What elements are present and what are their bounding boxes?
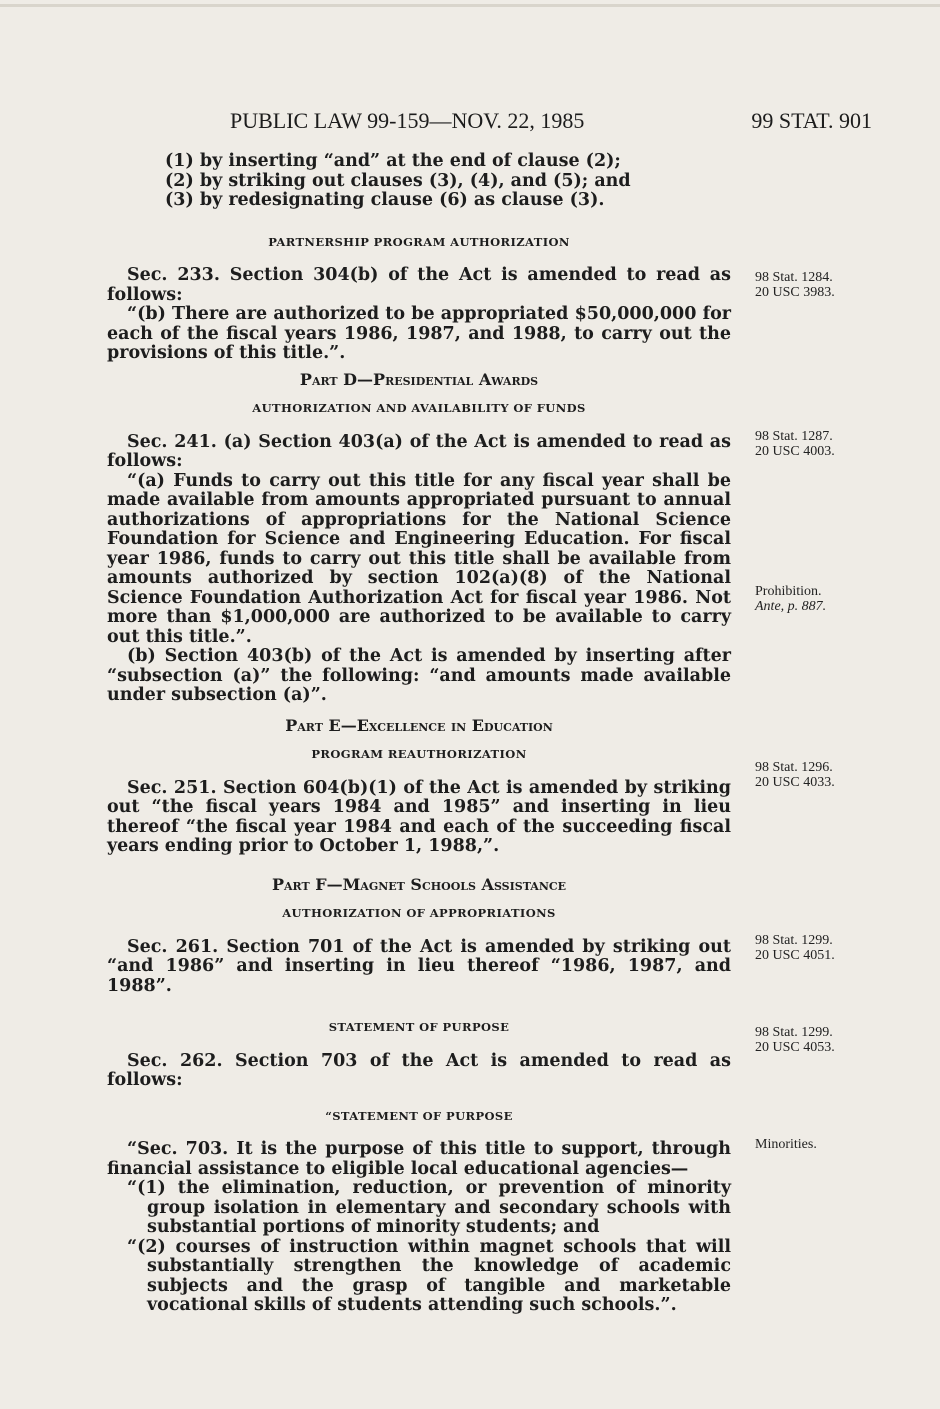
sec-241-a-quoted: “(a) Funds to carry out this title for any fiscal year shall be made available from amounts appropriated pursuant to annual authorizations of appropriations for the National Science Foundation for Science and Engineering Education. For fiscal year 1986, funds to carry out this title shall be available from amounts authorized by section 102(a)(8) of the National Science Foundation Authorization Act for fiscal year 1986. Not more than $1,000,000 are authorized to be available to carry out this title.”. [107,470,731,647]
part-e-title: Part E—Excellence in Education [285,715,553,735]
clause-2: (2) by striking out clauses (3), (4), and (5); and [165,170,631,191]
margin-note-line: 20 USC 4051. [755,948,835,963]
clause-3: (3) by redesignating clause (6) as clause (3). [165,190,605,210]
part-d-title: Part D—Presidential Awards [299,369,539,389]
margin-note-line: 98 Stat. 1299. [755,1025,833,1040]
margin-note-line: 98 Stat. 1299. [755,933,833,948]
margin-note-line: 20 USC 4053. [755,1040,835,1055]
margin-note-sec-261 [755,933,875,963]
part-f-title: Part F—Magnet Schools Assistance [271,874,567,894]
statute-page-number: 99 STAT. 901 [751,108,872,133]
margin-note-sec-262 [755,1025,875,1055]
margin-note-line: 20 USC 3983. [755,285,835,300]
sec-241-b-text: (b) Section 403(b) of the Act is amended by inserting after “subsection (a)” the following: “and amounts made available under subsection (a)”. [107,646,731,705]
clause-1: (1) by inserting “and” at the end of clause (2); [165,151,621,171]
sec-261-text: Sec. 261. Section 701 of the Act is amended by striking out “and 1986” and inserting in lieu thereof “1986, 1987, and 1988”. [107,936,731,996]
margin-note-line: 20 USC 4033. [755,775,835,790]
heading-authorization-appropriations: AUTHORIZATION OF APPROPRIATIONS [282,906,556,920]
heading-partnership-program: PARTNERSHIP PROGRAM AUTHORIZATION [268,234,570,249]
sec-703-clause-1: “(1) the elimination, reduction, or prevention of minority group isolation in elementary and secondary schools with substantial portions of minority students; and [127,1178,731,1237]
margin-note-line: Ante, p. 887. [755,599,827,614]
sec-262-text: Sec. 262. Section 703 of the Act is amended to read as follows: [107,1050,731,1090]
sec-703-clause-2: “(2) courses of instruction within magnet schools that will substantially strengthen the knowledge of academic subjects and the grasp of tangible and marketable vocational skills of students attending such schools.”. [127,1236,731,1315]
heading-authorization-availability: AUTHORIZATION AND AVAILABILITY OF FUNDS [252,401,586,415]
sec-233-quoted: “(b) There are authorized to be appropriated $50,000,000 for each of the fiscal years 1986, 1987, and 1988, to carry out the provisions of this title.”. [107,304,731,363]
margin-note-sec-251 [755,760,875,790]
sec-241-a-text: Sec. 241. (a) Section 403(a) of the Act is amended to read as follows: [107,431,731,471]
margin-note-line: 98 Stat. 1296. [755,760,833,775]
top-edge-rule [0,4,940,7]
heading-statement-of-purpose: STATEMENT OF PURPOSE [328,1020,510,1034]
public-law-citation: PUBLIC LAW 99-159—NOV. 22, 1985 [230,108,585,133]
margin-note-sec-241 [755,429,875,459]
sec-703-text: “Sec. 703. It is the purpose of this title to support, through financial assistance to eligible local educational agencies— [107,1139,731,1179]
document-body [107,152,731,1316]
margin-note-minorities [755,1137,875,1152]
margin-note-line: 20 USC 4003. [755,444,835,459]
heading-program-reauthorization: PROGRAM REAUTHORIZATION [311,747,527,761]
margin-note-line: 98 Stat. 1287. [755,429,833,444]
margin-note-line: 98 Stat. 1284. [755,270,833,285]
sec-233-text: Sec. 233. Section 304(b) of the Act is amended to read as follows: [107,265,731,305]
margin-note-prohibition [755,584,875,614]
sec-251-text: Sec. 251. Section 604(b)(1) of the Act is amended by striking out “the fiscal years 1984 and 1985” and inserting in lieu thereof “the fiscal year 1984 and each of the succeeding fiscal years ending prior to October 1, 1988,”. [107,777,731,856]
margin-note-line: Prohibition. [755,584,822,599]
margin-note-sec-233 [755,270,875,300]
margin-note-line: Minorities. [755,1137,817,1152]
heading-quoted-statement-of-purpose: “STATEMENT OF PURPOSE [325,1108,513,1123]
